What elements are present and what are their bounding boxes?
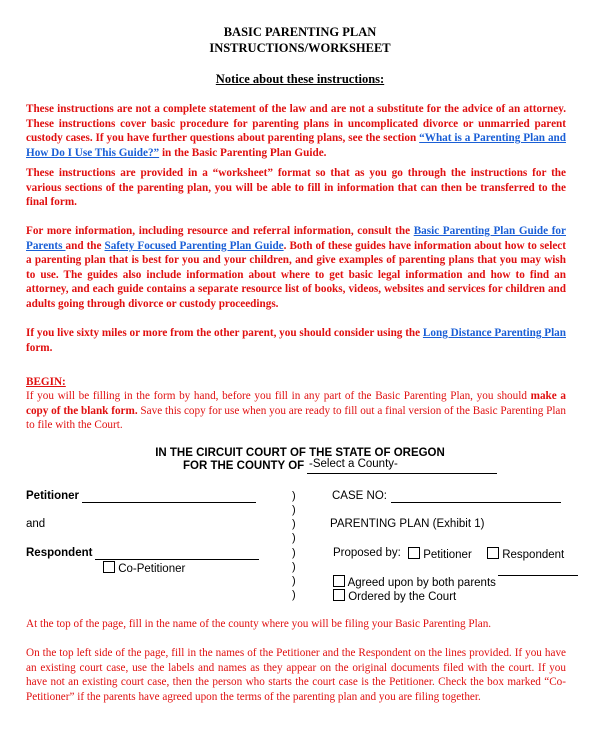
co-petitioner-label: Co-Petitioner: [118, 563, 186, 575]
more-info-text-b: and the: [65, 239, 105, 252]
caption-paren: ): [292, 575, 296, 587]
what-is-parenting-plan-link[interactable]: “What is a Parenting Plan and How Do I Use This Guide?”: [26, 132, 566, 159]
ordered-label: Ordered by the Court: [348, 591, 457, 603]
proposed-petitioner-checkbox[interactable]: [408, 547, 420, 559]
ordered-checkbox[interactable]: [333, 589, 345, 601]
case-no-label: CASE NO:: [332, 490, 387, 502]
paragraph-disclaimer: [26, 102, 566, 160]
proposed-respondent-checkbox[interactable]: [487, 547, 499, 559]
caption-paren: ): [292, 561, 296, 573]
caption-paren: ): [292, 547, 296, 559]
begin-label: BEGIN:: [26, 376, 66, 388]
more-info-text-a: For more information, including resource and referral information, consult the: [26, 225, 414, 237]
proposed-petitioner-option[interactable]: [408, 547, 472, 561]
begin-text-b: Save this copy for use when you are ready to fill out a final version of the Basic Parenting Plan to file with the Court.: [26, 404, 566, 431]
begin-bold-text: make a copy of the blank form.: [26, 390, 566, 417]
more-info-text-c: . Both of these guides have information about how to select a parenting plan that is best for you and your children, and give examples of parenting plans that you may wish to use. The guides also include information about where to get basic legal information and how to find an attorney, and each guide contains a separate resource list of books, videos, websites and services for children and adults going through divorce or custody proceedings.: [26, 239, 566, 310]
paragraph-worksheet: These instructions are provided in a “worksheet” format so that as you go through the instructions for the various sections of the parenting plan, you will be able to fill in information that can then be transferred to the final form.: [26, 167, 566, 208]
disclaimer-text: These instructions are not a complete statement of the law and are not a substitute for the advice of an attorney. These instructions cover basic procedure for parenting plans in uncomplicated divorce or unmarried parent custody cases. If you have further questions about parenting plans, see the section: [26, 103, 566, 144]
notice-heading: Notice about these instructions:: [215, 72, 385, 86]
caption-paren: ): [292, 490, 296, 502]
agreed-option[interactable]: [333, 575, 496, 589]
caption-paren: ): [292, 532, 296, 544]
basic-parenting-plan-guide-link[interactable]: Basic Parenting Plan Guide for Parents: [26, 225, 566, 252]
document-title-line2: INSTRUCTIONS/WORKSHEET: [209, 41, 391, 55]
county-label: FOR THE COUNTY OF: [183, 460, 305, 472]
disclaimer-end: in the Basic Parenting Plan Guide.: [159, 146, 327, 159]
ordered-option[interactable]: [333, 589, 456, 603]
proposed-petitioner-label: Petitioner: [423, 549, 472, 561]
document-title-line1: BASIC PARENTING PLAN: [223, 25, 377, 39]
petitioner-name-line[interactable]: [82, 502, 256, 503]
paragraph-begin: [26, 389, 566, 433]
safety-focused-guide-link[interactable]: Safety Focused Parenting Plan Guide: [104, 239, 284, 252]
co-petitioner-checkbox[interactable]: [103, 561, 115, 573]
court-line1: IN THE CIRCUIT COURT OF THE STATE OF OREGON: [155, 447, 445, 459]
case-no-line[interactable]: [391, 502, 561, 503]
instruction-county: At the top of the page, fill in the name of the county where you will be filing your Basic Parenting Plan.: [26, 618, 492, 630]
caption-paren: ): [292, 589, 296, 601]
and-label: and: [26, 518, 46, 530]
caption-paren: ): [292, 504, 296, 516]
paragraph-more-info: [26, 224, 566, 311]
petitioner-label: Petitioner: [26, 490, 80, 502]
parenting-plan-exhibit: PARENTING PLAN (Exhibit 1): [330, 518, 485, 530]
co-petitioner-option[interactable]: [103, 561, 185, 575]
agreed-label: Agreed upon by both parents: [347, 577, 496, 589]
proposed-respondent-label: Respondent: [502, 549, 565, 561]
paragraph-long-distance: [26, 326, 566, 355]
caption-paren: ): [292, 518, 296, 530]
proposed-by-line: [498, 575, 578, 576]
begin-text-a: If you will be filling in the form by hand, before you fill in any part of the Basic Parenting Plan, you should: [26, 390, 531, 402]
respondent-label: Respondent: [26, 547, 93, 559]
long-distance-text: If you live sixty miles or more from the other parent, you should consider using the: [26, 327, 423, 339]
county-select[interactable]: -Select a County-: [307, 458, 497, 474]
long-distance-plan-link[interactable]: Long Distance Parenting Plan: [422, 327, 566, 339]
agreed-checkbox[interactable]: [333, 575, 345, 587]
proposed-respondent-option[interactable]: [487, 547, 564, 561]
long-distance-form-word: form.: [26, 341, 53, 354]
respondent-name-line[interactable]: [95, 559, 259, 560]
instruction-names: On the top left side of the page, fill in the names of the Petitioner and the Respondent on the lines provided. If you have an existing court case, use the labels and names as they appear on the original documents filed with the court. If you have not an existing court case, then the person who starts the court case is the Petitioner. Check the box marked “Co-Petitioner” if the parents have agreed upon the terms of the parenting plan and you are filing together.: [26, 647, 566, 703]
proposed-by-label: Proposed by:: [333, 547, 401, 559]
